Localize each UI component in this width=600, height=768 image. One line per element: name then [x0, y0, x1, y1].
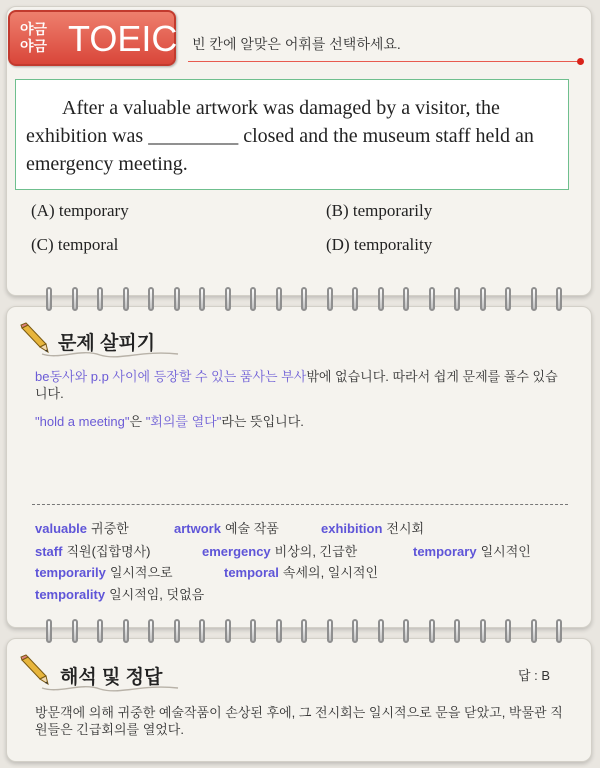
question-box [15, 79, 569, 190]
answer-title: 해석 및 정답 [60, 667, 163, 688]
review-title: 문제 살피기 [58, 333, 156, 354]
review-highlight-2: "hold a meeting" [35, 414, 130, 429]
translation-text: 방문객에 의해 귀중한 예술작품이 손상된 후에, 그 전시회는 일시적으로 문을 닫았고, 박물관 직원들은 긴급회의를 열었다. [35, 705, 563, 737]
swirl-decoration [40, 680, 180, 696]
logo-line-2: 야금 [20, 38, 48, 54]
review-highlight-3: "회의를 열다" [145, 414, 222, 429]
vocab-item: emergency 비상의, 긴급한 [202, 544, 358, 559]
option-d[interactable]: (D) temporality [326, 235, 433, 254]
review-text-1: 밖에 없습니다. 따라서 쉽게 문제를 풀수 있습니다. [35, 369, 558, 401]
review-paragraph-2 [35, 413, 565, 430]
swirl-decoration [40, 346, 180, 362]
vocab-item: temporal 속세의, 일시적인 [224, 565, 379, 580]
review-text-2b: 라는 뜻입니다. [221, 414, 304, 429]
section-divider [32, 504, 568, 505]
vocab-item: staff 직원(집합명사) [35, 544, 151, 559]
option-a[interactable]: (A) temporary [31, 201, 129, 220]
instruction-dot [577, 58, 584, 65]
vocab-item: valuable 귀중한 [35, 521, 129, 536]
option-c[interactable]: (C) temporal [31, 235, 119, 254]
vocab-item: exhibition 전시회 [321, 521, 425, 536]
question-text: After a valuable artwork was damaged by a visitor, the exhibition was _________ closed and the museum staff held an emergency meeting. [26, 97, 534, 175]
vocab-item: temporality 일시적임, 덧없음 [35, 587, 205, 602]
review-highlight-1: be동사와 p.p 사이에 등장할 수 있는 품사는 부사 [35, 369, 307, 384]
vocab-item: temporarily 일시적으로 [35, 565, 173, 580]
logo-line-1: 야금 [20, 21, 48, 37]
review-paragraph-1 [35, 368, 565, 402]
logo-text: TOEIC [68, 18, 178, 59]
toeic-logo [8, 10, 176, 66]
answer-label: 답 : B [518, 668, 551, 683]
vocab-item: temporary 일시적인 [413, 544, 531, 559]
instruction-text: 빈 칸에 알맞은 어휘를 선택하세요. [192, 36, 401, 52]
option-b[interactable]: (B) temporarily [326, 201, 433, 220]
answer-card [6, 638, 592, 762]
review-text-2a: 은 [129, 414, 146, 429]
vocab-item: artwork 예술 작품 [174, 521, 279, 536]
instruction-underline [188, 61, 580, 62]
